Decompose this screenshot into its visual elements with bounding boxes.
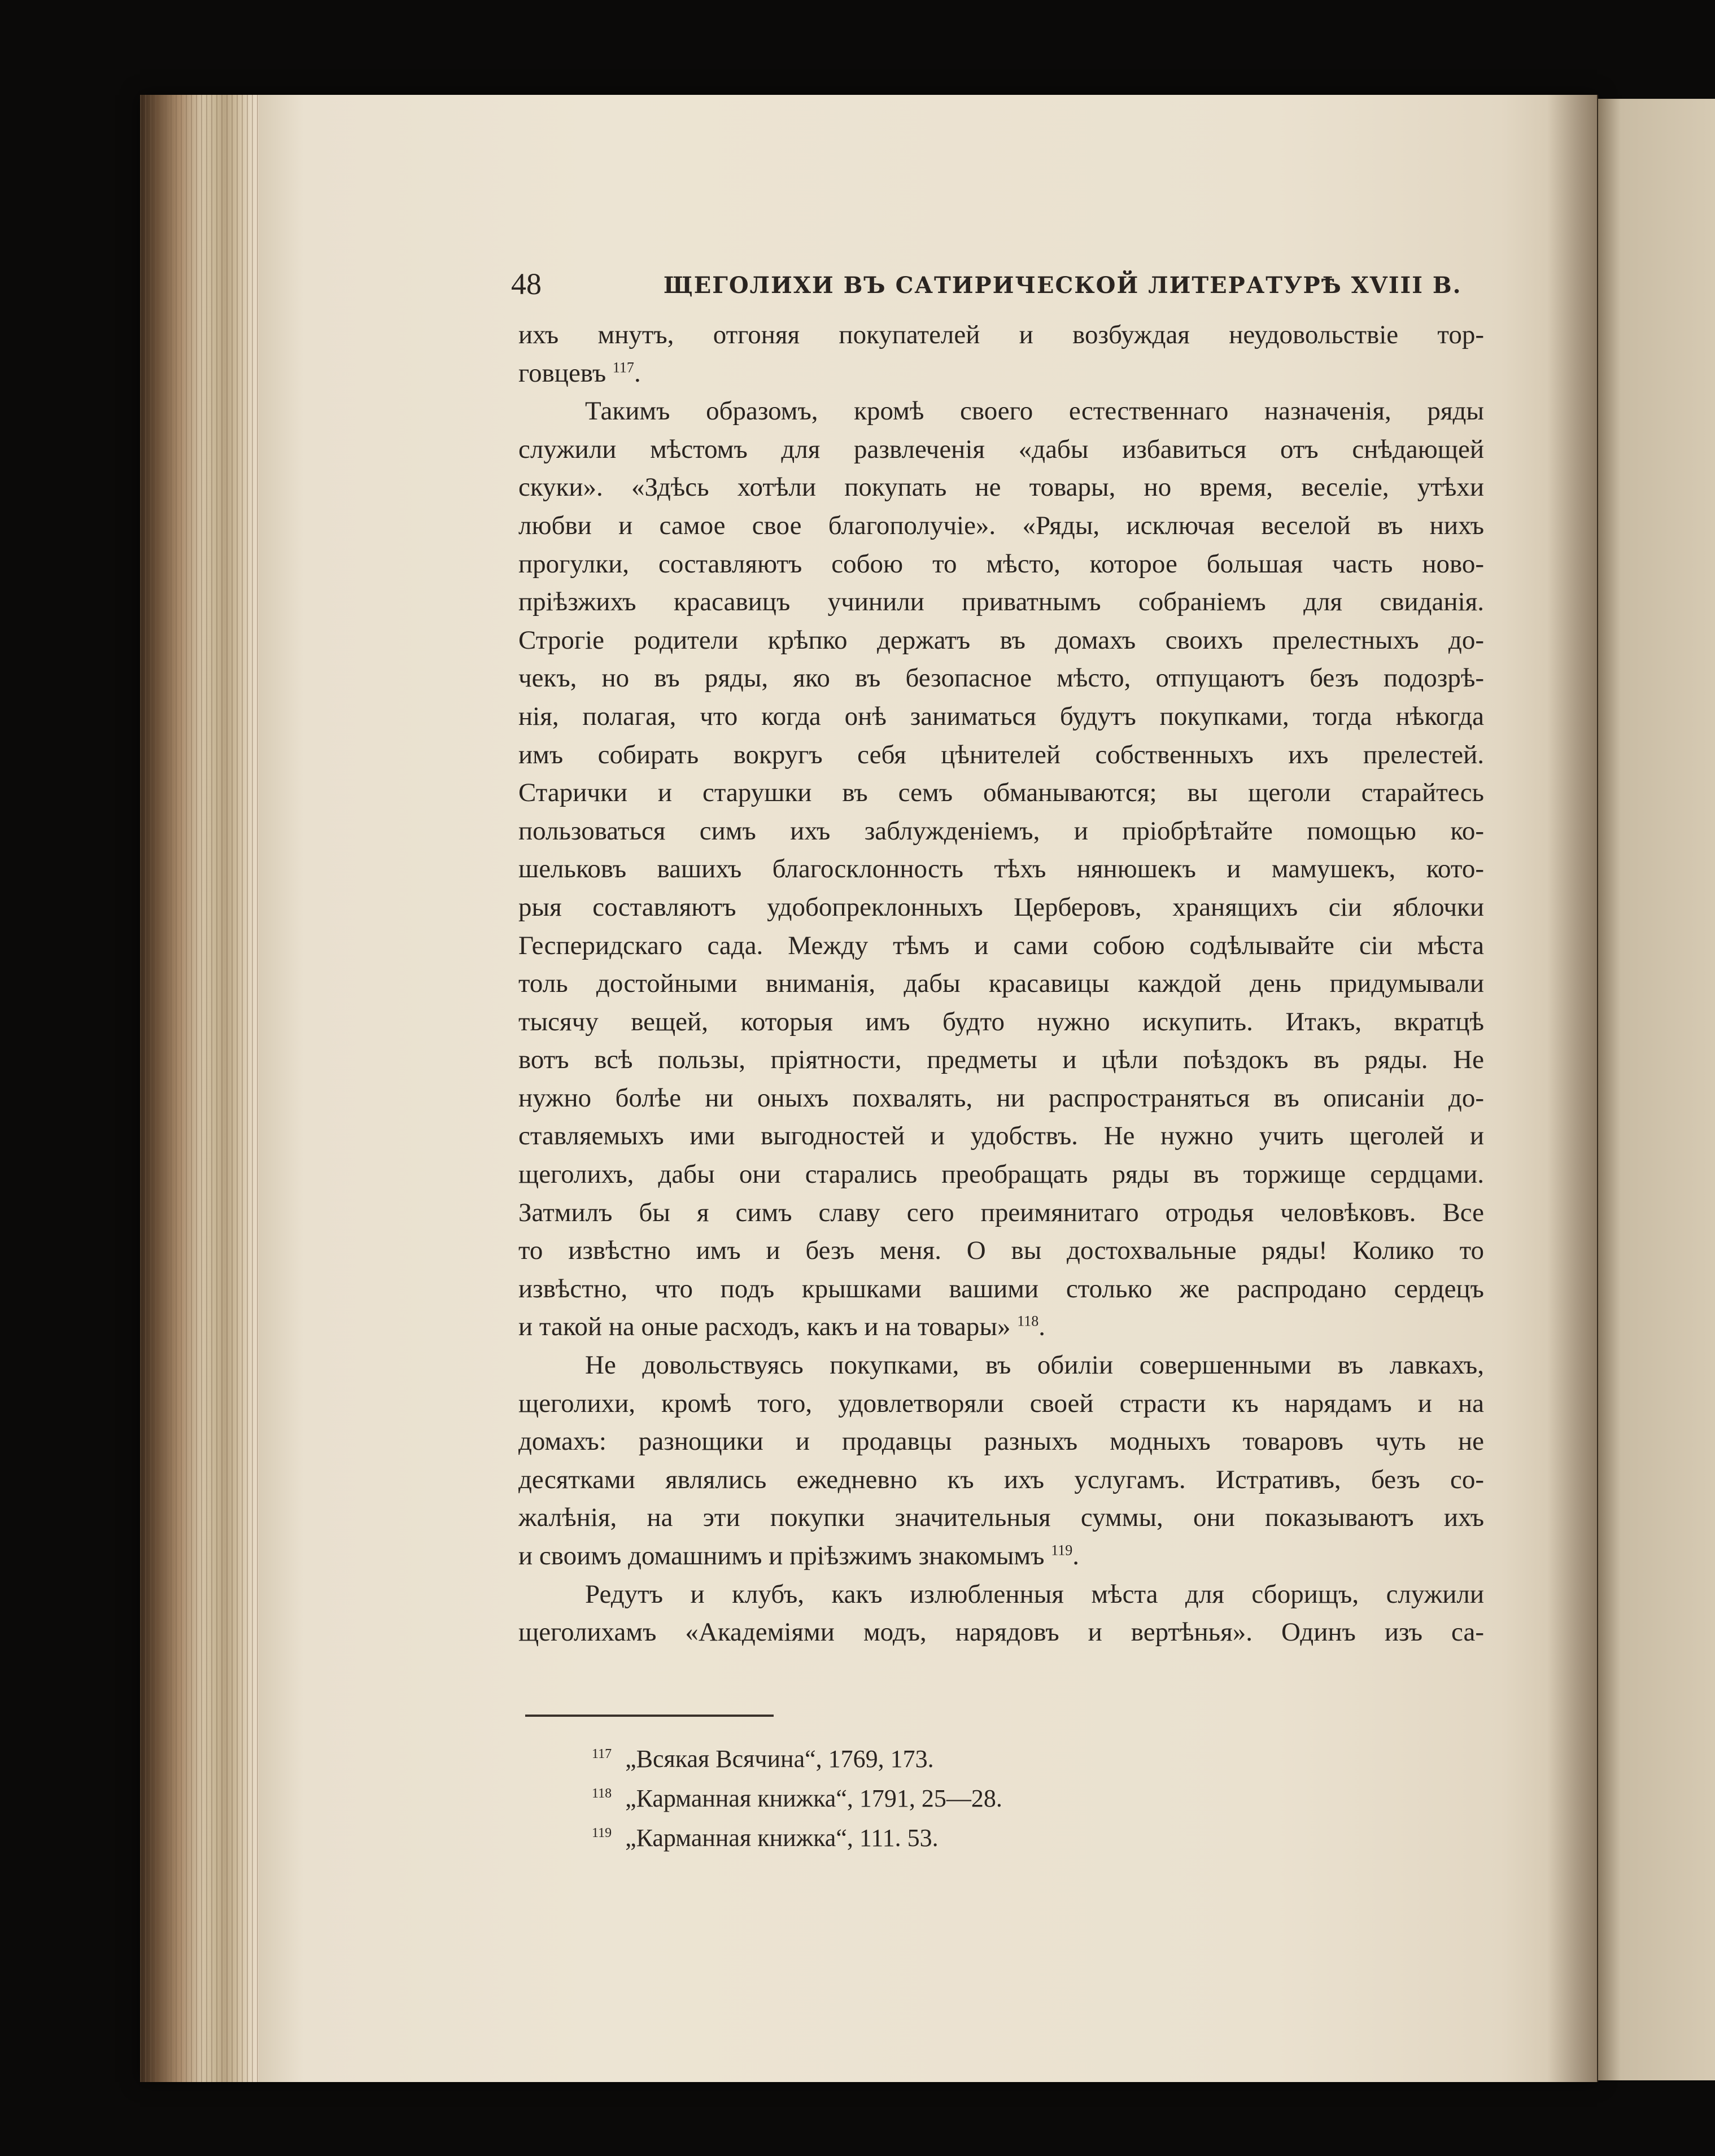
text-line: говцевъ $^{117}$. — [518, 358, 641, 388]
footnote-ref-117: 117 — [612, 358, 634, 375]
footnote-ref-118: 118 — [1017, 1313, 1039, 1330]
text-line: шельковъ вашихъ благосклонность тѣхъ нянюшекъ и мамушекъ, кото- — [518, 854, 1484, 884]
text-line: десятками являлись ежедневно къ ихъ услугамъ. Истративъ, безъ со- — [518, 1464, 1484, 1494]
footnote-text: „Карманная книжка“, 111. 53. — [625, 1824, 939, 1852]
text-line: пріѣзжихъ красавицъ учинили приватнымъ собраніемъ для свиданія. — [518, 587, 1484, 617]
text-line: Старички и старушки въ семъ обманываются; вы щеголи старайтесь — [518, 778, 1484, 808]
text-line: и такой на оные расходъ, какъ и на товары» $^{118}$. — [518, 1312, 1046, 1342]
text-line: толь достойными вниманія, дабы красавицы каждой день придумывали — [518, 969, 1484, 999]
footnote — [592, 1823, 1269, 1863]
text-line: щеголихамъ «Академіями модъ, нарядовъ и вертѣнья». Одинъ изъ са- — [518, 1617, 1484, 1647]
text-line: Гесперидскаго сада. Между тѣмъ и сами собою содѣлывайте сіи мѣста — [518, 930, 1484, 960]
text-line: нія, полагая, что когда онѣ заниматься будутъ покупками, тогда нѣкогда — [518, 701, 1484, 731]
footnote-number: 117 — [592, 1747, 612, 1762]
text-line: прогулки, составляютъ собою то мѣсто, которое большая часть ново- — [518, 549, 1484, 579]
footnote-text: „Карманная книжка“, 1791, 25—28. — [625, 1785, 1002, 1812]
footnote-number: 118 — [592, 1786, 612, 1801]
text-line: любви и самое свое благополучіе». «Ряды, исключая веселой въ нихъ — [518, 510, 1484, 540]
text-line-content: и такой на оные расходъ, какъ и на товары» — [518, 1312, 1011, 1342]
text-line: пользоваться симъ ихъ заблужденіемъ, и пріобрѣтайте помощью ко- — [518, 816, 1484, 846]
body-text — [518, 316, 1484, 1652]
running-title: ЩЕГОЛИХИ ВЪ САТИРИЧЕСКОЙ ЛИТЕРАТУРѢ XVIII В. — [664, 272, 1462, 299]
footnote-text: „Всякая Всячина“, 1769, 173. — [625, 1745, 934, 1773]
text-line-content: говцевъ — [518, 358, 606, 388]
footnotes — [592, 1744, 1269, 1863]
text-line: тысячу вещей, которыя имъ будто нужно искупить. Итакъ, вкратцѣ — [518, 1007, 1484, 1037]
text-line: имъ собирать вокругъ себя цѣнителей собственныхъ ихъ прелестей. — [518, 740, 1484, 769]
text-line-content: и своимъ домашнимъ и пріѣзжимъ знакомымъ — [518, 1541, 1045, 1571]
text-line: извѣстно, что подъ крышками вашими столько же распродано сердецъ — [518, 1274, 1484, 1304]
text-line: рыя составляютъ удобопреклонныхъ Церберовъ, хранящихъ сіи яблочки — [518, 892, 1484, 922]
text-line: Не довольствуясь покупками, въ обиліи совершенными въ лавкахъ, — [585, 1350, 1484, 1380]
footnote-number: 119 — [592, 1826, 612, 1841]
footnote — [592, 1784, 1269, 1823]
text-line: Строгіе родители крѣпко держатъ въ домахъ своихъ прелестныхъ до- — [518, 625, 1484, 655]
text-line: и своимъ домашнимъ и пріѣзжимъ знакомымъ $^{119}$. — [518, 1541, 1079, 1571]
page-edges — [140, 95, 259, 2082]
text-line: скуки». «Здѣсь хотѣли покупать не товары, но время, веселіе, утѣхи — [518, 473, 1484, 502]
text-line: нужно болѣе ни оныхъ похвалять, ни распространяться въ описаніи до- — [518, 1083, 1484, 1113]
text-line: ихъ мнутъ, отгоняя покупателей и возбуждая неудовольствіе тор- — [518, 320, 1484, 349]
spine-shadow — [1547, 95, 1598, 2082]
text-line: жалѣнія, на эти покупки значительныя суммы, они показываютъ ихъ — [518, 1503, 1484, 1533]
text-line: Такимъ образомъ, кромѣ своего естественнаго назначенія, ряды — [585, 396, 1484, 426]
text-line: то извѣстно имъ и безъ меня. О вы достохвальные ряды! Колико то — [518, 1236, 1484, 1266]
text-line: ставляемыхъ ими выгодностей и удобствъ. Не нужно учить щеголей и — [518, 1121, 1484, 1151]
page-number: 48 — [511, 267, 542, 301]
facing-page-edge — [1598, 99, 1715, 2080]
text-line: Редутъ и клубъ, какъ излюбленныя мѣста для сборищъ, служили — [585, 1579, 1484, 1609]
footnote — [592, 1744, 1269, 1784]
text-line: чекъ, но въ ряды, яко въ безопасное мѣсто, отпущаютъ безъ подозрѣ- — [518, 663, 1484, 693]
text-line: щеголихъ, дабы они старались преобращать ряды въ торжище сердцами. — [518, 1160, 1484, 1189]
text-line: домахъ: разнощики и продавцы разныхъ модныхъ товаровъ чуть не — [518, 1427, 1484, 1457]
text-line: Затмилъ бы я симъ славу сего преимянитаго отродья человѣковъ. Все — [518, 1197, 1484, 1227]
footnote-divider — [525, 1715, 774, 1717]
text-line: щеголихи, кромѣ того, удовлетворяли своей страсти къ нарядамъ и на — [518, 1388, 1484, 1418]
text-line: служили мѣстомъ для развлеченія «дабы избавиться отъ снѣдающей — [518, 434, 1484, 464]
footnote-ref-119: 119 — [1051, 1542, 1073, 1559]
text-line: вотъ всѣ пользы, пріятности, предметы и цѣли поѣздокъ въ ряды. Не — [518, 1045, 1484, 1075]
